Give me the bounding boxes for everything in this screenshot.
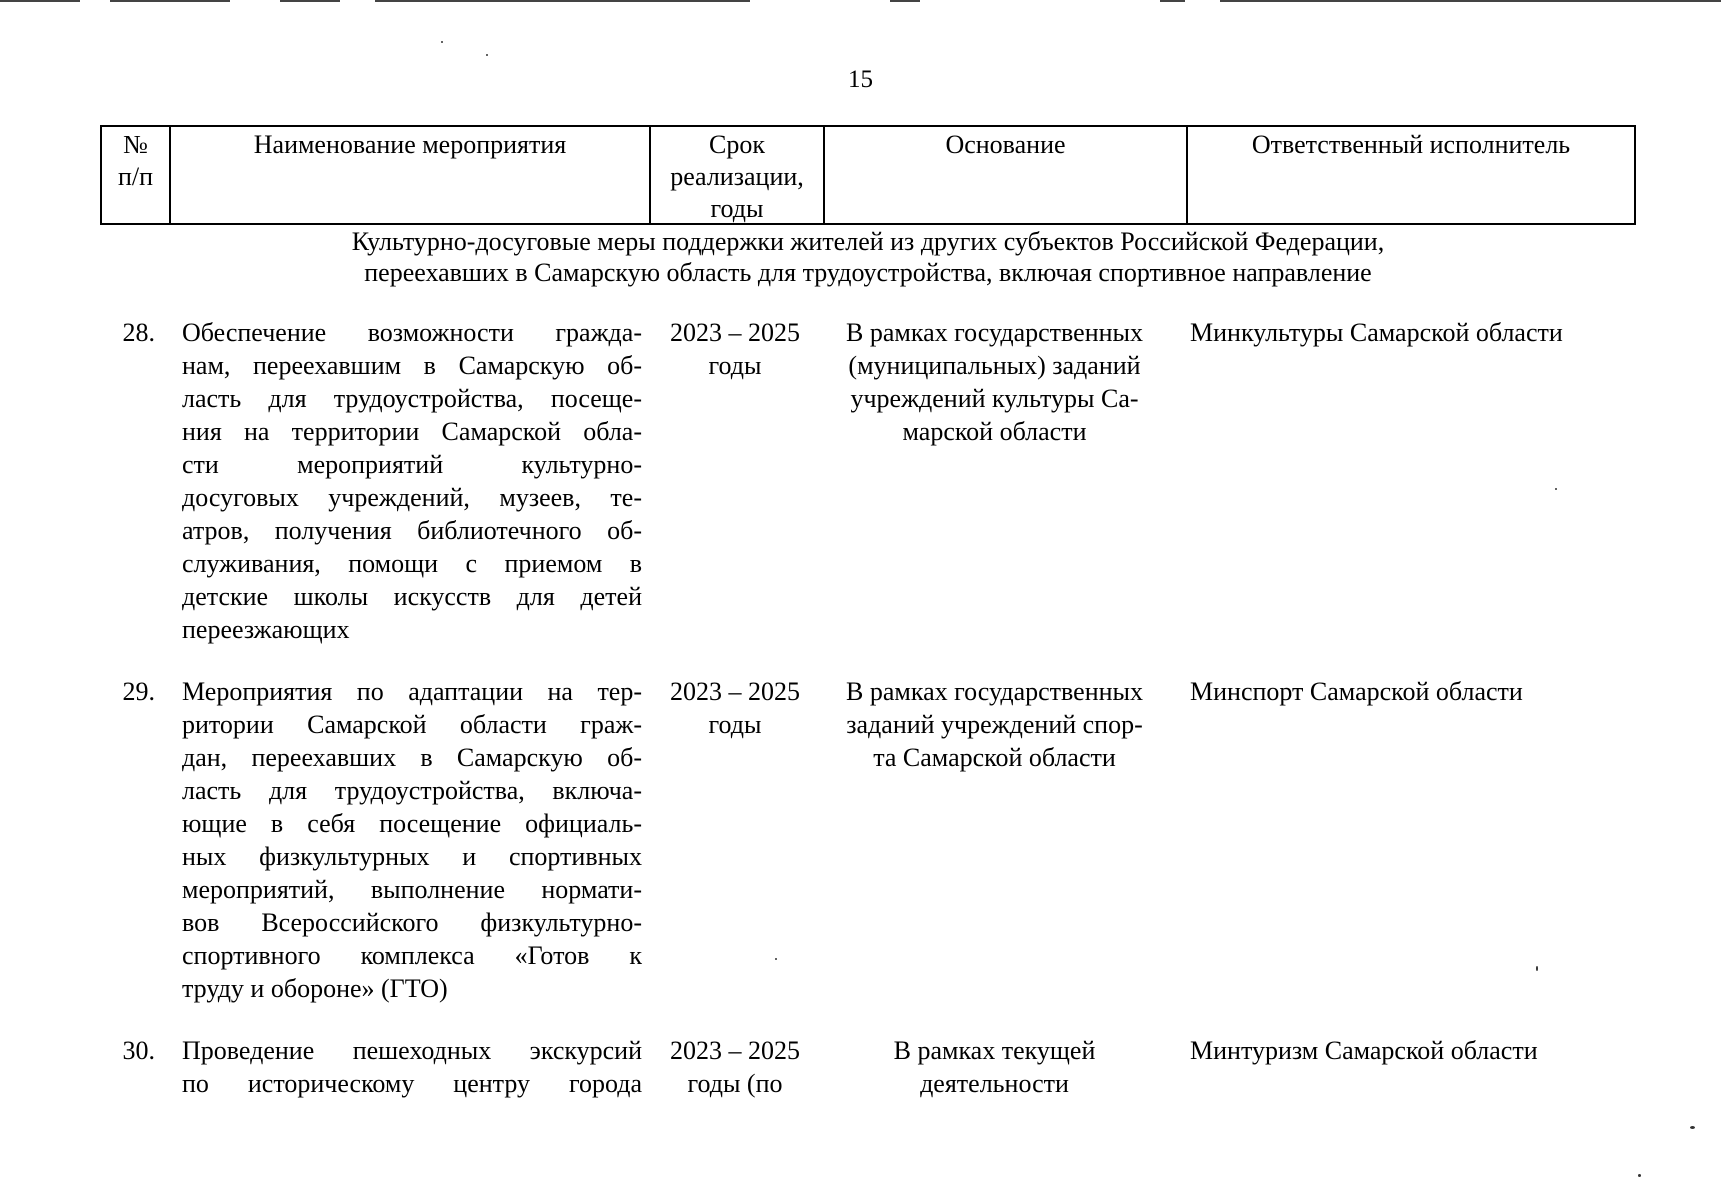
table-row	[100, 316, 1636, 656]
row-name-line: служивания, помощи с приемом в	[182, 549, 642, 578]
header-basis-line: Основание	[945, 130, 1066, 159]
row-name-line: досуговых учреждений, музеев, те-	[182, 483, 642, 512]
row-name-line: ласть для трудоустройства, посеще-	[182, 384, 642, 413]
row-term-line: годы	[708, 710, 762, 739]
scan-artifact-line	[1160, 0, 1185, 2]
row-responsible-line: Минспорт Самарской области	[1190, 677, 1523, 706]
section-title-line: Культурно-досуговые меры поддержки жителей из других субъектов Российской Федерации,	[351, 227, 1385, 256]
row-name	[182, 316, 642, 646]
scan-artifact-line	[110, 0, 230, 2]
row-responsible-line: Минкультуры Самарской области	[1190, 318, 1563, 347]
row-basis-line: В рамках государственных	[846, 318, 1143, 347]
row-number: 30.	[122, 1036, 155, 1065]
row-basis-line: та Самарской области	[873, 743, 1116, 772]
row-basis-line: марской области	[902, 417, 1087, 446]
row-name-line: мероприятий, выполнение нормати-	[182, 875, 642, 904]
row-name-line: Мероприятия по адаптации на тер-	[182, 677, 642, 706]
row-name-line: дан, переехавших в Самарскую об-	[182, 743, 642, 772]
header-num-line: №	[123, 130, 148, 159]
row-term-line: 2023 – 2025	[670, 318, 800, 347]
row-basis-line: В рамках текущей	[893, 1036, 1096, 1065]
row-number: 28.	[122, 318, 155, 347]
row-basis-line: В рамках государственных	[846, 677, 1143, 706]
row-name	[182, 1034, 642, 1100]
row-basis-line: заданий учреждений спор-	[846, 710, 1143, 739]
row-number: 29.	[122, 677, 155, 706]
header-name	[171, 127, 651, 223]
scan-speck	[441, 41, 443, 43]
row-basis-line: (муниципальных) заданий	[848, 351, 1141, 380]
header-basis	[825, 127, 1188, 223]
row-basis	[822, 675, 1167, 774]
row-name-line: сти мероприятий культурно-	[182, 450, 642, 479]
row-name-line: переезжающих	[182, 615, 350, 644]
header-name-line: Наименование мероприятия	[253, 130, 567, 159]
row-responsible	[1190, 675, 1636, 708]
header-responsible-line: Ответственный исполнитель	[1251, 130, 1571, 159]
row-term	[660, 316, 810, 382]
row-basis	[822, 316, 1167, 448]
section-title	[100, 226, 1636, 288]
row-name-line: по историческому центру города	[182, 1069, 642, 1098]
header-term-line: реализации,	[670, 162, 804, 191]
row-name-line: атров, получения библиотечного об-	[182, 516, 642, 545]
row-basis-line: учреждений культуры Са-	[850, 384, 1139, 413]
row-name-line: Обеспечение возможности гражда-	[182, 318, 642, 347]
row-name-line: вов Всероссийского физкультурно-	[182, 908, 642, 937]
row-name-line: труду и обороне» (ГТО)	[182, 974, 448, 1003]
header-term	[651, 127, 825, 223]
section-title-line: переехавших в Самарскую область для трудоустройства, включая спортивное направление	[364, 258, 1372, 287]
scan-speck	[1690, 1126, 1695, 1129]
row-term	[660, 675, 810, 741]
scan-speck	[486, 54, 488, 56]
scan-artifact-line	[0, 0, 80, 2]
table-row	[100, 1034, 1636, 1114]
row-name-line: Проведение пешеходных экскурсий	[182, 1036, 642, 1065]
row-name	[182, 675, 642, 1005]
row-name-line: спортивного комплекса «Готов к	[182, 941, 642, 970]
row-name-line: детские школы искусств для детей	[182, 582, 642, 611]
scan-artifact-line	[890, 0, 920, 2]
row-term-line: 2023 – 2025	[670, 1036, 800, 1065]
row-name-line: нам, переехавшим в Самарскую об-	[182, 351, 642, 380]
row-responsible	[1190, 1034, 1636, 1067]
row-basis-line: деятельности	[920, 1069, 1069, 1098]
header-num-line: п/п	[117, 162, 154, 191]
row-term-line: годы	[708, 351, 762, 380]
row-responsible-line: Минтуризм Самарской области	[1190, 1036, 1538, 1065]
row-term	[660, 1034, 810, 1100]
row-term-line: годы (по	[687, 1069, 783, 1098]
row-responsible	[1190, 316, 1636, 349]
row-name-line: ритории Самарской области граж-	[182, 710, 642, 739]
header-num	[102, 127, 171, 223]
table-header	[100, 125, 1636, 225]
row-term-line: 2023 – 2025	[670, 677, 800, 706]
header-term-line: Срок	[709, 130, 765, 159]
row-basis	[822, 1034, 1167, 1100]
header-term-line: годы	[710, 194, 764, 223]
scan-artifact-line	[280, 0, 340, 2]
header-responsible	[1188, 127, 1634, 223]
table-row	[100, 675, 1636, 1015]
row-name-line: ласть для трудоустройства, включа-	[182, 776, 642, 805]
page-number: 15	[848, 66, 873, 93]
row-name-line: ния на территории Самарской обла-	[182, 417, 642, 446]
row-name-line: ных физкультурных и спортивных	[182, 842, 642, 871]
row-name-line: ющие в себя посещение официаль-	[182, 809, 642, 838]
scan-artifact-line	[375, 0, 750, 2]
scan-artifact-line	[1220, 0, 1721, 2]
scan-speck	[1638, 1174, 1641, 1177]
